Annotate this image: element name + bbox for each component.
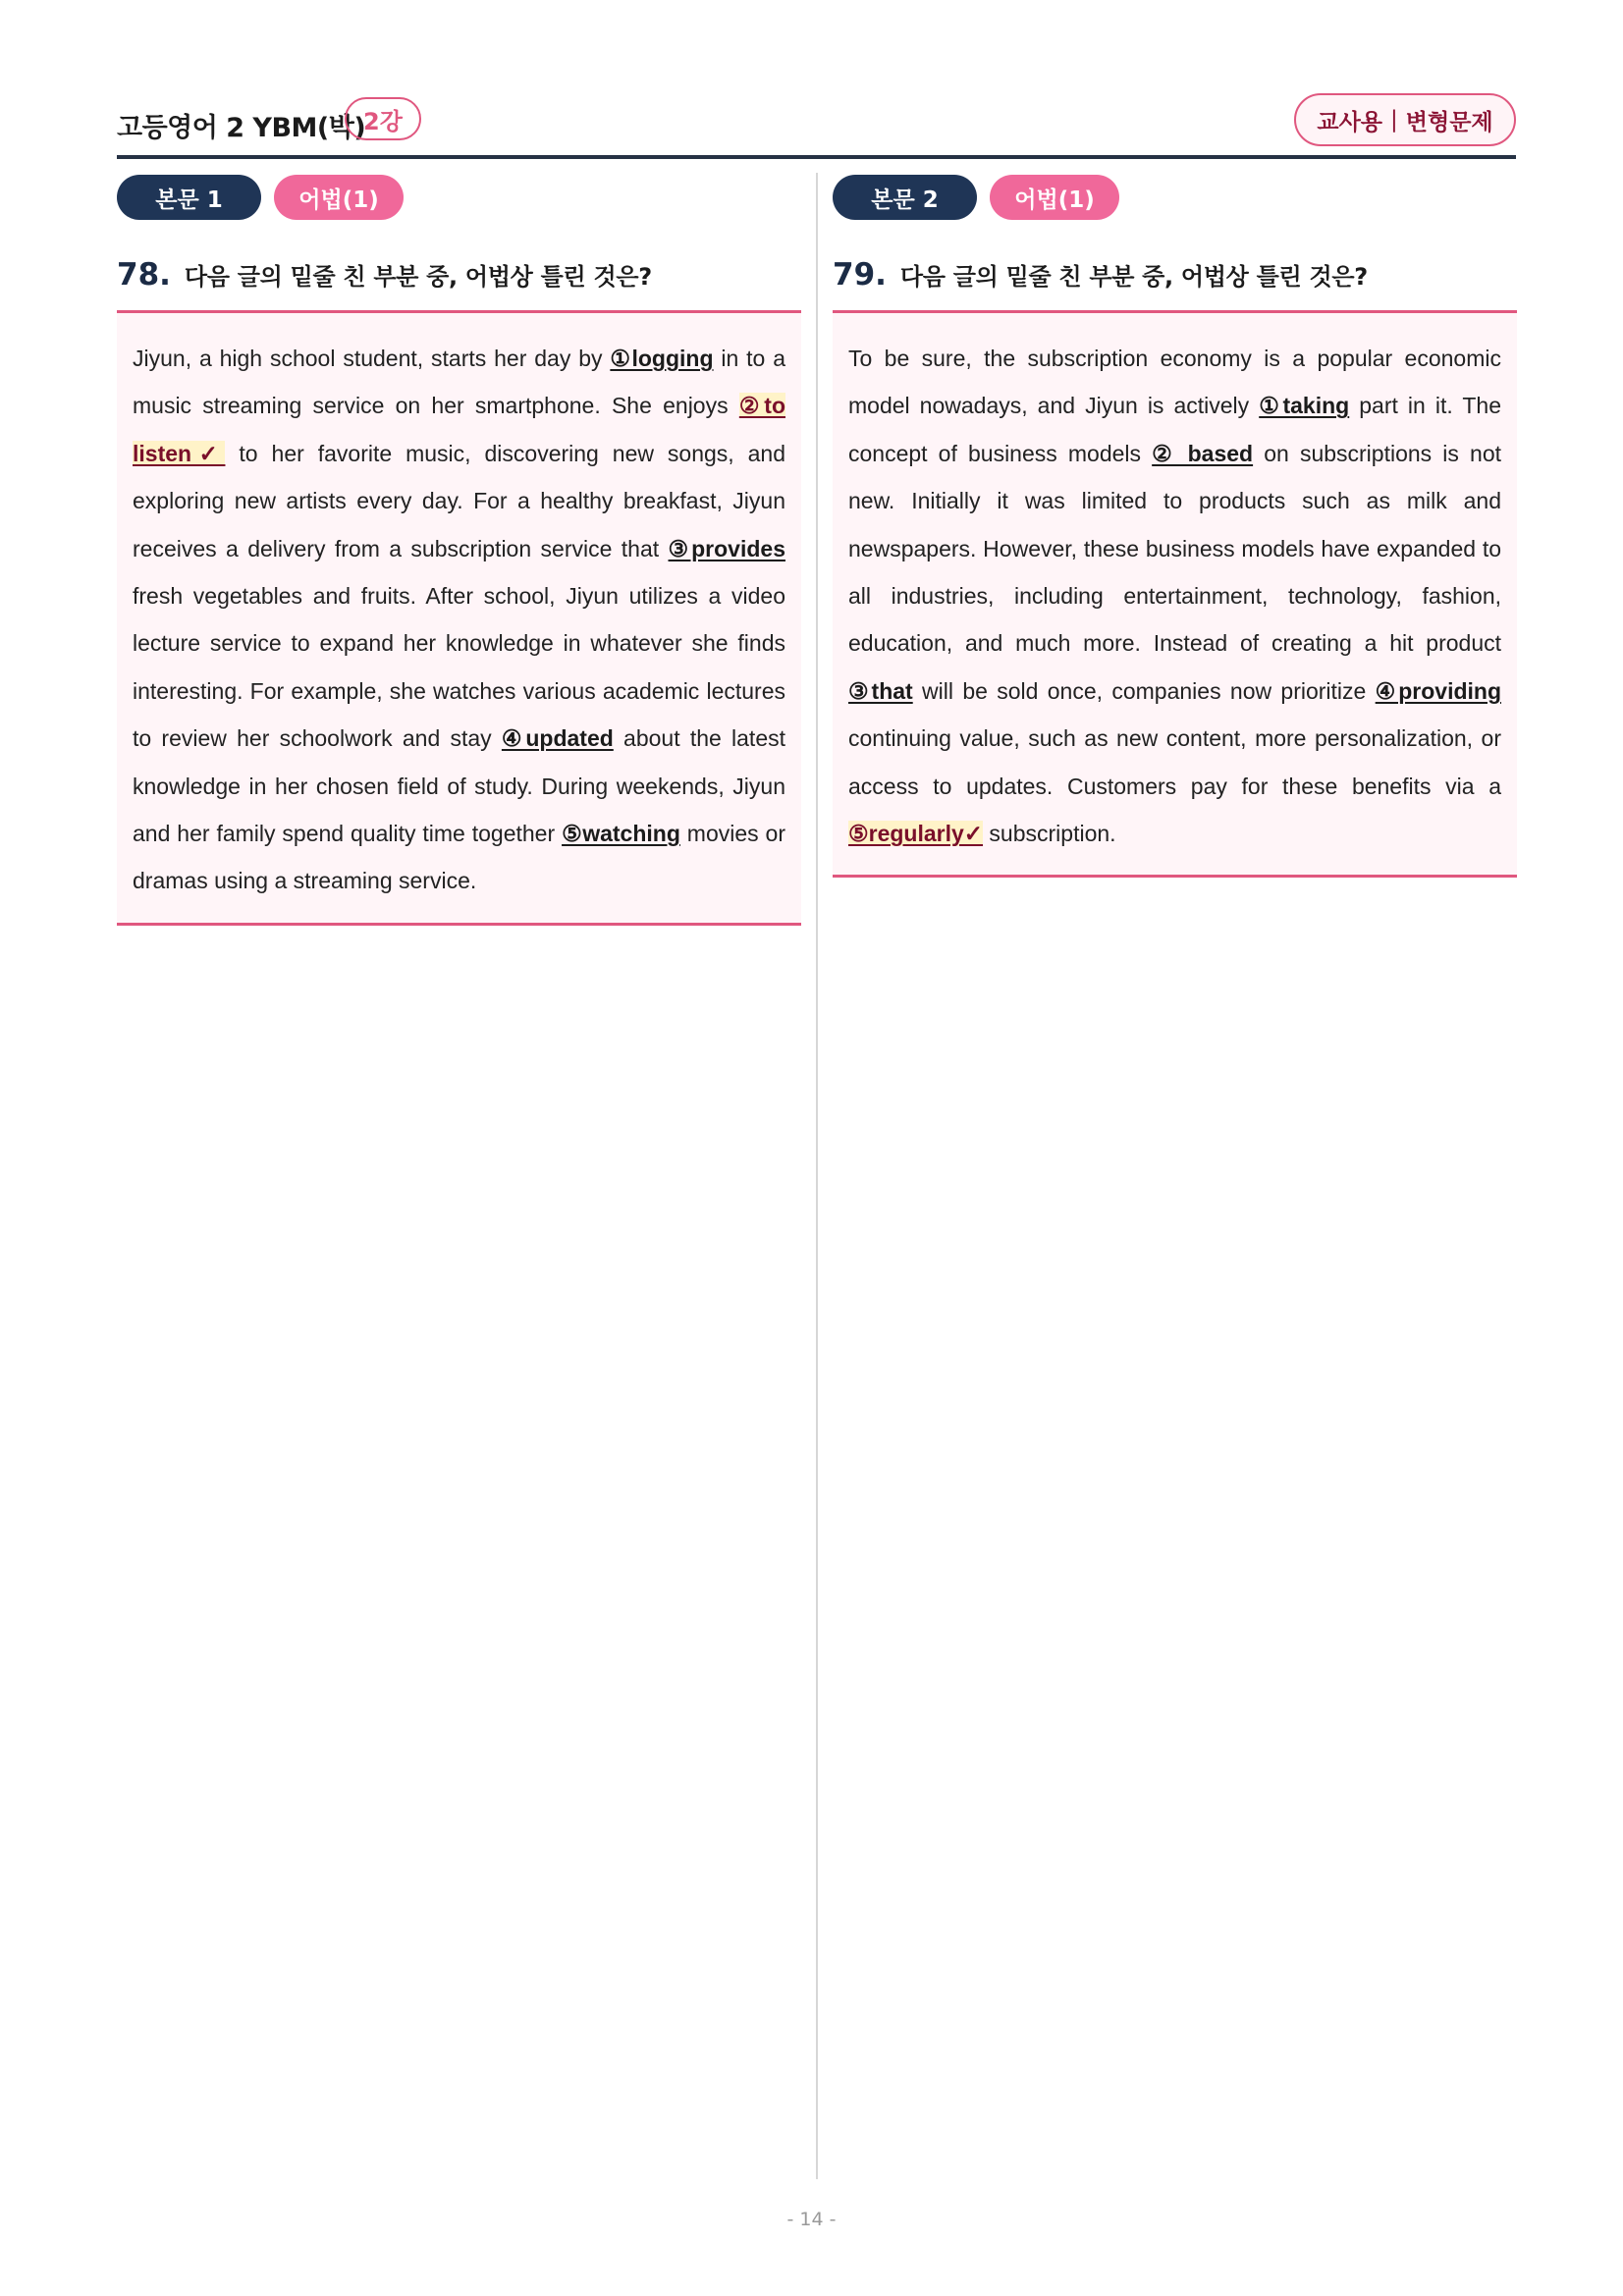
type-label: 변형문제 [1405, 109, 1493, 135]
passage-text: will be sold once, companies now prioritize [912, 677, 1376, 704]
role-label: 교사용 [1317, 109, 1383, 135]
passage-text: to her favorite music, discovering new songs, and exploring new artists every day. For a healthy breakfast, Jiyun receives a delivery from a subscription service that [133, 440, 786, 561]
passage-text: Jiyun, a high school student, starts her day by [133, 346, 611, 371]
book-title: 고등영어 2 YBM(박) [117, 113, 366, 143]
question-tags [117, 173, 801, 222]
passage-text: movies or dramas using a streaming service. [133, 821, 785, 894]
passage-box [117, 310, 801, 926]
question-prompt: 다음 글의 밑줄 친 부분 중, 어법상 틀린 것은? [184, 263, 652, 291]
underlined-choice: ② based [1152, 440, 1254, 466]
question-number: 79. [833, 257, 887, 293]
question-tags [833, 173, 1517, 222]
page-number: - 14 - [786, 2209, 837, 2230]
page-header [117, 94, 1516, 155]
question-prompt: 다음 글의 밑줄 친 부분 중, 어법상 틀린 것은? [899, 263, 1368, 291]
section-tag: 본문 1 [117, 175, 261, 220]
lesson-badge: 2강 [345, 97, 421, 140]
underlined-choice: ①logging [610, 346, 714, 371]
category-tag: 어법(1) [274, 175, 404, 220]
underlined-choice: ④providing [1375, 677, 1501, 704]
column-divider [816, 173, 818, 2179]
passage-text: fresh vegetables and fruits. After school, Jiyun utilizes a video lecture service to expand her knowledge in whatever she finds interesting. For example, she watches various academic lectures to review her schoolwork and stay [133, 583, 785, 752]
passage-text: about the latest knowledge in her chosen field of study. During weekends, Jiyun and her family spend quality time together [133, 725, 785, 847]
question-heading [833, 257, 1517, 302]
underlined-choice: ④updated [501, 725, 614, 752]
passage-text: subscription. [983, 821, 1116, 847]
answer-choice: ⑤regularly✓ [848, 821, 984, 847]
question-number: 78. [117, 257, 171, 293]
underlined-choice: ⑤watching [562, 821, 680, 847]
category-tag: 어법(1) [990, 175, 1119, 220]
answer-choice: ②to listen✓ [133, 393, 785, 466]
passage-text: part in it. The concept of business models [848, 393, 1501, 466]
question-heading [117, 257, 801, 302]
passage-text: continuing value, such as new content, more personalization, or access to updates. Customers pay for these benefits via a [848, 725, 1501, 799]
passage-text: in to a music streaming service on her smartphone. She enjoys [133, 346, 786, 419]
passage-text: To be sure, the subscription economy is a popular economic model nowadays, and Jiyun is actively [848, 346, 1501, 419]
teacher-variant-badge [1294, 93, 1516, 146]
passage-text: on subscriptions is not new. Initially it was limited to products such as milk and newspapers. However, these business models have expanded to all industries, including entertainment, technology, fashion, education, and much more. Instead of creating a hit product [848, 440, 1501, 657]
underlined-choice: ①taking [1259, 393, 1350, 419]
section-tag: 본문 2 [833, 175, 977, 220]
badge-separator: | [1390, 107, 1398, 133]
question-79-block [833, 173, 1517, 878]
header-rule [117, 155, 1516, 159]
underlined-choice: ③provides [668, 535, 785, 561]
passage-box [833, 310, 1517, 878]
underlined-choice: ③that [848, 677, 913, 704]
question-78-block [117, 173, 801, 926]
